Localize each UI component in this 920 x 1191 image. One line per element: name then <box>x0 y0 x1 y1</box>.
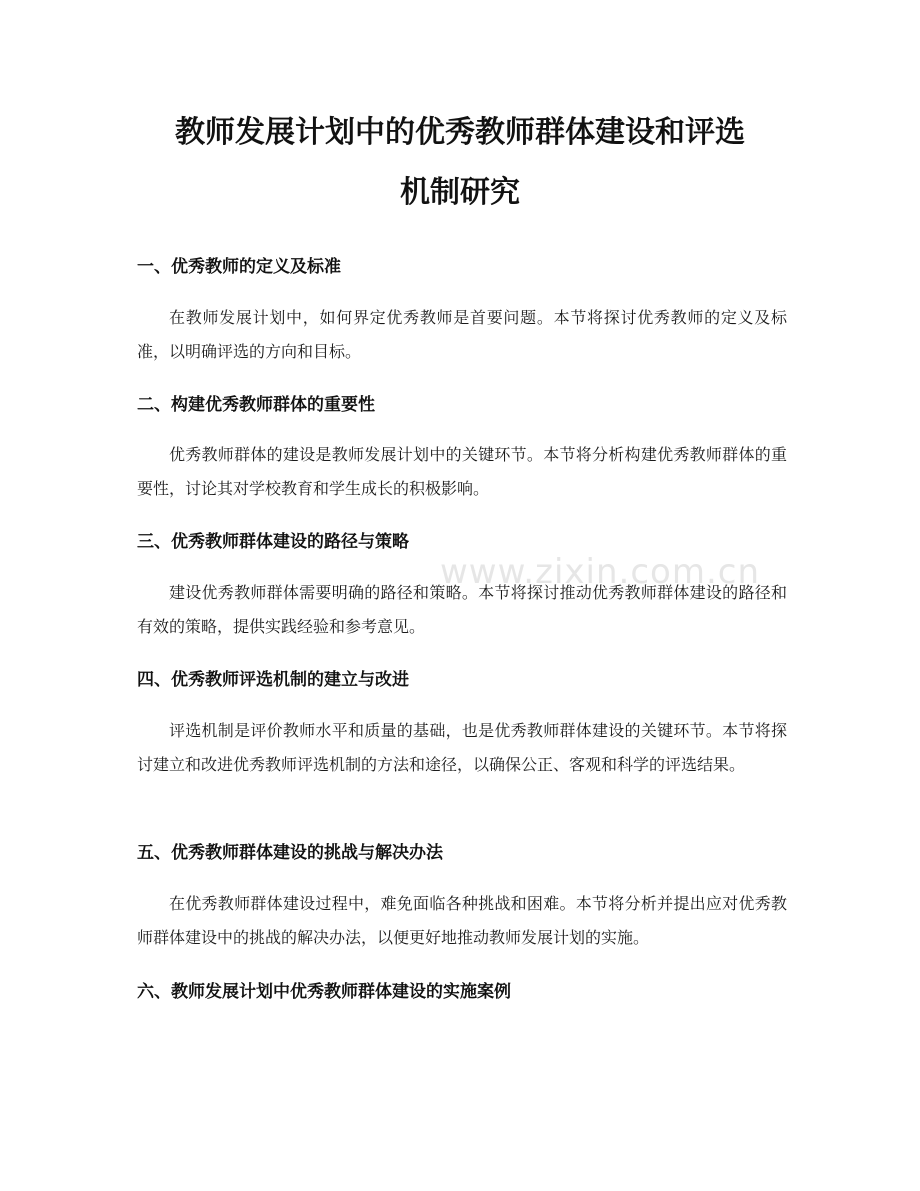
section-heading-4: 四、优秀教师评选机制的建立与改进 <box>137 670 409 690</box>
document-title-line-1: 教师发展计划中的优秀教师群体建设和评选 <box>175 115 745 150</box>
section-heading-2: 二、构建优秀教师群体的重要性 <box>137 395 375 415</box>
section-body-3: 建设优秀教师群体需要明确的路径和策略。本节将探讨推动优秀教师群体建设的路径和有效的策略，提供实践经验和参考意见。 <box>137 583 787 636</box>
document-title-line-2: 机制研究 <box>400 175 520 210</box>
section-heading-6: 六、教师发展计划中优秀教师群体建设的实施案例 <box>137 982 511 1002</box>
section-body-2: 优秀教师群体的建设是教师发展计划中的关键环节。本节将分析构建优秀教师群体的重要性，讨论其对学校教育和学生成长的积极影响。 <box>137 445 787 498</box>
section-body-5: 在优秀教师群体建设过程中，难免面临各种挑战和困难。本节将分析并提出应对优秀教师群体建设中的挑战的解决办法，以便更好地推动教师发展计划的实施。 <box>137 894 787 947</box>
section-heading-5: 五、优秀教师群体建设的挑战与解决办法 <box>137 843 443 863</box>
watermark: www.zixin.com.cn <box>440 552 760 592</box>
section-heading-3: 三、优秀教师群体建设的路径与策略 <box>137 532 409 552</box>
section-body-1: 在教师发展计划中，如何界定优秀教师是首要问题。本节将探讨优秀教师的定义及标准，以明确评选的方向和目标。 <box>137 308 787 361</box>
section-body-4: 评选机制是评价教师水平和质量的基础，也是优秀教师群体建设的关键环节。本节将探讨建立和改进优秀教师评选机制的方法和途径，以确保公正、客观和科学的评选结果。 <box>137 721 787 774</box>
section-heading-1: 一、优秀教师的定义及标准 <box>137 257 341 277</box>
